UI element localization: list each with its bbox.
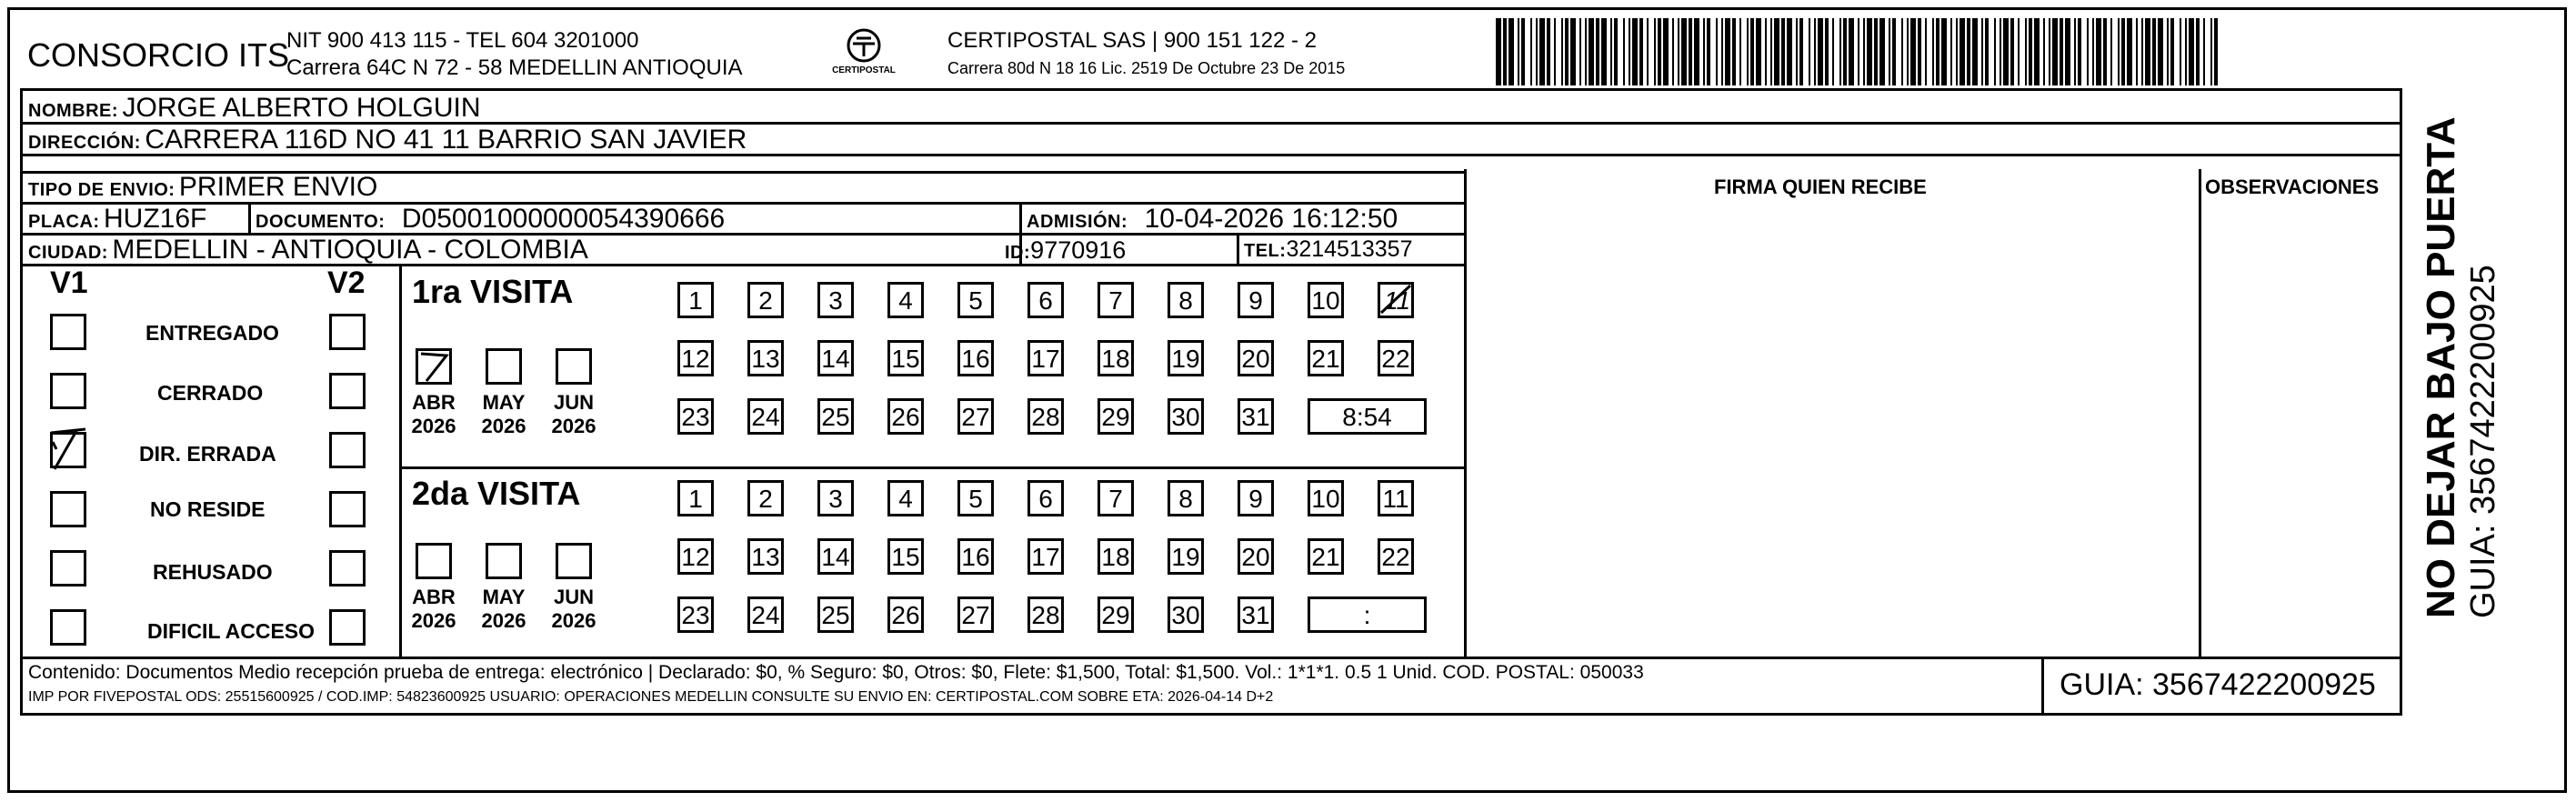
day-box[interactable]: 10	[1308, 480, 1344, 516]
day-box[interactable]: 6	[1027, 480, 1064, 516]
v1-checkbox-no-reside[interactable]	[50, 491, 86, 527]
direccion-row	[28, 125, 747, 155]
day-box[interactable]: 24	[747, 398, 784, 435]
direccion-value: CARRERA 116D NO 41 11 BARRIO SAN JAVIER	[145, 125, 747, 155]
status-label: ENTREGADO	[145, 321, 279, 345]
logo-text: CERTIPOSTAL	[832, 65, 896, 75]
day-box[interactable]: 29	[1098, 596, 1134, 633]
delivery-form	[20, 88, 2402, 716]
day-box[interactable]: 25	[817, 596, 854, 633]
tipo-envio-row	[28, 172, 377, 203]
id-field	[1005, 236, 1126, 265]
status-label: REHUSADO	[153, 560, 273, 584]
id-value: 9770916	[1030, 236, 1127, 264]
status-label: DIFICIL ACCESO	[147, 619, 316, 643]
divider	[399, 264, 402, 657]
day-box[interactable]: 28	[1027, 596, 1064, 633]
day-box[interactable]: 30	[1168, 596, 1204, 633]
footer-imp: IMP POR FIVEPOSTAL ODS: 25515600925 / COD.IMP: 54823600925 USUARIO: OPERACIONES MEDELLIN CONSULTE SU ENVIO EN: CERTIPOSTAL.COM SOBRE ETA: 2026-04-14 D+2	[28, 689, 1274, 705]
certipostal-info	[947, 27, 1345, 82]
day-box[interactable]: 11	[1378, 480, 1414, 516]
day-box[interactable]: 31	[1238, 398, 1274, 435]
visita1-title: 1ra VISITA	[412, 273, 574, 310]
day-box[interactable]: 15	[887, 340, 924, 376]
divider	[248, 202, 251, 233]
day-box[interactable]: 19	[1168, 538, 1204, 575]
month-label: ABR 2026	[411, 391, 456, 437]
day-box[interactable]: 1	[677, 282, 714, 318]
day-box[interactable]: 3	[817, 282, 854, 318]
day-box[interactable]: 11	[1378, 282, 1414, 318]
admision-label: ADMISIÓN:	[1027, 212, 1128, 232]
visita2-title: 2da VISITA	[412, 475, 581, 512]
visita1-month-abr-checkbox[interactable]	[416, 348, 452, 385]
day-box[interactable]: 20	[1238, 340, 1274, 376]
day-box[interactable]: 22	[1378, 340, 1414, 376]
tipo-envio-label: TIPO DE ENVIO:	[28, 180, 175, 200]
day-box[interactable]: 9	[1238, 282, 1274, 318]
day-box[interactable]: 25	[817, 398, 854, 435]
v1-header: V1	[50, 266, 88, 300]
day-box[interactable]: 7	[1098, 480, 1134, 516]
certipostal-logo-icon	[832, 25, 896, 89]
month-label: MAY 2026	[481, 586, 526, 632]
ciudad-value: MEDELLIN - ANTIOQUIA - COLOMBIA	[112, 235, 588, 265]
divider	[2199, 169, 2201, 657]
nombre-row	[28, 93, 481, 124]
status-label: CERRADO	[157, 381, 264, 405]
v2-checkbox-cerrado[interactable]	[329, 373, 366, 409]
day-box[interactable]: 7	[1098, 282, 1134, 318]
placa-value: HUZ16F	[104, 204, 207, 234]
placa-label: PLACA:	[28, 212, 100, 232]
divider	[2041, 657, 2044, 713]
v2-checkbox-entregado[interactable]	[329, 314, 366, 350]
month-label: ABR 2026	[411, 586, 456, 632]
day-box[interactable]: 8	[1168, 480, 1204, 516]
company-name: CONSORCIO ITS	[27, 36, 290, 74]
id-label: ID:	[1005, 243, 1031, 263]
day-box[interactable]: 27	[957, 596, 994, 633]
side-title: NO DEJAR BAJO PUERTA	[2419, 116, 2463, 618]
admision-field	[1027, 204, 1398, 235]
visita1-month-jun-checkbox[interactable]	[556, 348, 592, 385]
day-box[interactable]: 19	[1168, 340, 1204, 376]
day-box[interactable]: 1	[677, 480, 714, 516]
day-box[interactable]: 14	[817, 340, 854, 376]
tel-value: 3214513357	[1286, 236, 1413, 262]
day-box[interactable]: 16	[957, 538, 994, 575]
status-label: NO RESIDE	[150, 497, 266, 521]
v1-checkbox-entregado[interactable]	[50, 314, 86, 350]
firma-header: FIRMA QUIEN RECIBE	[1714, 175, 1927, 198]
v2-checkbox-no-reside[interactable]	[329, 491, 366, 527]
day-box[interactable]: 9	[1238, 480, 1274, 516]
company-info	[286, 27, 743, 82]
day-box[interactable]: 4	[887, 480, 924, 516]
day-box[interactable]: 12	[677, 340, 714, 376]
tipo-envio-value: PRIMER ENVIO	[178, 172, 378, 202]
guia-number: GUIA: 3567422200925	[2060, 667, 2376, 702]
certi-line1: CERTIPOSTAL SAS | 900 151 122 - 2	[947, 28, 1317, 53]
day-box[interactable]: 23	[677, 596, 714, 633]
day-box[interactable]: 21	[1308, 340, 1344, 376]
day-box[interactable]: 13	[747, 340, 784, 376]
day-box[interactable]: 5	[957, 480, 994, 516]
day-box[interactable]: 28	[1027, 398, 1064, 435]
v2-checkbox-rehusado[interactable]	[329, 550, 366, 586]
footer-contenido: Contenido: Documentos Medio recepción prueba de entrega: electrónico | Declarado: $0, % Seguro: $0, Otros: $0, Flete: $1,500, Total: $1,500. Vol.: 1*1*1. 0.5 1 Unid. COD. POSTAL: 050033	[28, 662, 1644, 683]
side-notice	[2419, 116, 2503, 618]
day-box[interactable]: 12	[677, 538, 714, 575]
v2-checkbox-dificil-acceso[interactable]	[329, 609, 366, 646]
day-box[interactable]: 18	[1098, 340, 1134, 376]
day-box[interactable]: 17	[1027, 538, 1064, 575]
tel-field	[1244, 236, 1412, 263]
day-box[interactable]: 5	[957, 282, 994, 318]
day-box[interactable]: 6	[1027, 282, 1064, 318]
day-box[interactable]: 3	[817, 480, 854, 516]
day-box[interactable]: 4	[887, 282, 924, 318]
certi-line2: Carrera 80d N 18 16 Lic. 2519 De Octubre 23 De 2015	[947, 59, 1346, 77]
admision-value: 10-04-2026 16:12:50	[1144, 204, 1398, 234]
v2-header: V2	[327, 266, 366, 300]
tel-label: TEL:	[1244, 241, 1287, 261]
documento-value: D05001000000054390666	[401, 204, 726, 234]
day-box[interactable]: 31	[1238, 596, 1274, 633]
month-label: JUN 2026	[551, 391, 596, 437]
barcode	[1496, 18, 2223, 85]
divider	[1237, 233, 1239, 264]
day-box[interactable]: 26	[887, 398, 924, 435]
v1-checkbox-rehusado[interactable]	[50, 550, 86, 586]
divider	[1464, 169, 1467, 657]
documento-field	[256, 204, 725, 235]
day-box[interactable]: 14	[817, 538, 854, 575]
day-box[interactable]: 8	[1168, 282, 1204, 318]
day-box[interactable]: 23	[677, 398, 714, 435]
day-box[interactable]: 22	[1378, 538, 1414, 575]
side-guia: GUIA: 3567422200925	[2464, 265, 2502, 618]
day-box[interactable]: 10	[1308, 282, 1344, 318]
nombre-value: JORGE ALBERTO HOLGUIN	[122, 93, 481, 123]
nit-line: NIT 900 413 115 - TEL 604 3201000	[286, 28, 639, 53]
day-box[interactable]: 21	[1308, 538, 1344, 575]
day-box[interactable]: 30	[1168, 398, 1204, 435]
month-label: MAY 2026	[481, 391, 526, 437]
visita2-month-may-checkbox[interactable]	[486, 543, 522, 579]
nombre-label: NOMBRE:	[28, 101, 119, 121]
observaciones-header: OBSERVACIONES	[2205, 175, 2380, 198]
barcode-bar	[2218, 18, 2220, 85]
day-box[interactable]: 27	[957, 398, 994, 435]
divider	[399, 466, 1464, 469]
documento-label: DOCUMENTO:	[256, 212, 386, 232]
day-box[interactable]: 18	[1098, 538, 1134, 575]
placa-field	[28, 204, 206, 235]
visita2-month-jun-checkbox[interactable]	[556, 543, 592, 579]
day-box[interactable]: 16	[957, 340, 994, 376]
day-box[interactable]: 17	[1027, 340, 1064, 376]
day-box[interactable]: 15	[887, 538, 924, 575]
v1-checkbox-dir-errada[interactable]	[50, 432, 86, 468]
v2-checkbox-dir-errada[interactable]	[329, 432, 366, 468]
month-label: JUN 2026	[551, 586, 596, 632]
visita2-month-abr-checkbox[interactable]	[416, 543, 452, 579]
visita1-month-may-checkbox[interactable]	[486, 348, 522, 385]
day-box[interactable]: 13	[747, 538, 784, 575]
day-box[interactable]: 2	[747, 282, 784, 318]
v1-checkbox-dificil-acceso[interactable]	[50, 609, 86, 646]
ciudad-label: CIUDAD:	[28, 243, 108, 263]
time-box[interactable]: :	[1308, 596, 1427, 633]
time-box[interactable]: 8:54	[1308, 398, 1427, 435]
v1-checkbox-cerrado[interactable]	[50, 373, 86, 409]
day-box[interactable]: 29	[1098, 398, 1134, 435]
day-box[interactable]: 20	[1238, 538, 1274, 575]
status-label: DIR. ERRADA	[139, 442, 276, 466]
day-box[interactable]: 2	[747, 480, 784, 516]
ciudad-field	[28, 235, 588, 266]
day-box[interactable]: 26	[887, 596, 924, 633]
day-box[interactable]: 24	[747, 596, 784, 633]
direccion-label: DIRECCIÓN:	[28, 133, 141, 153]
address-line: Carrera 64C N 72 - 58 MEDELLIN ANTIOQUIA	[286, 55, 743, 80]
